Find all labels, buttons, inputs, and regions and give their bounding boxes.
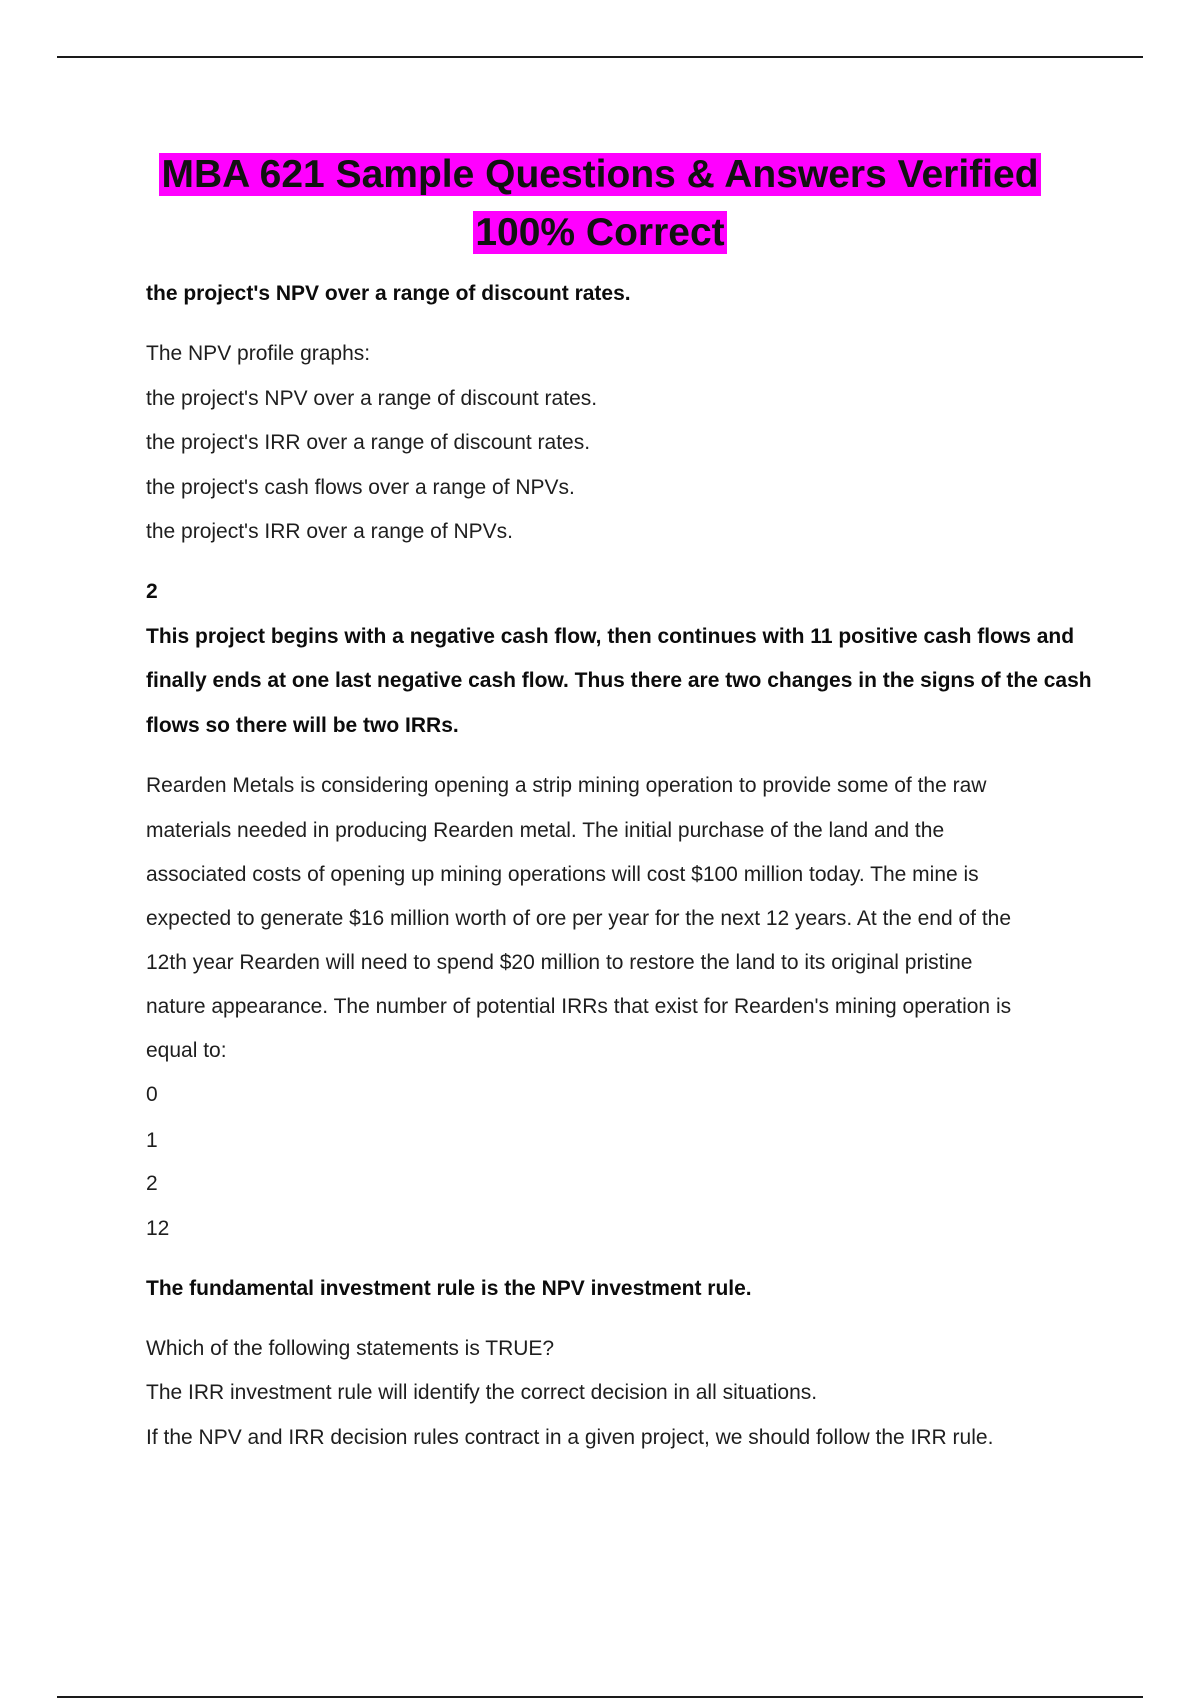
q1-option: the project's IRR over a range of NPVs. bbox=[146, 520, 514, 543]
q2-question-line: Rearden Metals is considering opening a strip mining operation to provide some of the raw bbox=[146, 774, 987, 797]
document-title bbox=[0, 146, 1200, 262]
q2-option: 2 bbox=[146, 1172, 158, 1195]
q2-option: 0 bbox=[146, 1083, 158, 1106]
q2-answer-line: This project begins with a negative cash flow, then continues with 11 positive cash flows and bbox=[146, 625, 1075, 648]
q1-option: the project's IRR over a range of discount rates. bbox=[146, 431, 591, 454]
q2-answer-line: finally ends at one last negative cash flow. Thus there are two changes in the signs of the cash bbox=[146, 669, 1092, 692]
q1-option: the project's NPV over a range of discount rates. bbox=[146, 387, 598, 410]
q2-option: 12 bbox=[146, 1217, 170, 1240]
q2-option: 1 bbox=[146, 1129, 158, 1152]
q3-option: The IRR investment rule will identify the correct decision in all situations. bbox=[146, 1381, 818, 1404]
title-line-2: 100% Correct bbox=[475, 211, 725, 254]
q1-question: The NPV profile graphs: bbox=[146, 342, 371, 365]
q2-question-line: expected to generate $16 million worth of ore per year for the next 12 years. At the end of the bbox=[146, 907, 1012, 930]
q2-question-line: equal to: bbox=[146, 1039, 227, 1062]
q1-answer: the project's NPV over a range of discount rates. bbox=[146, 282, 631, 305]
q2-answer-line: flows so there will be two IRRs. bbox=[146, 714, 459, 737]
q2-answer-number: 2 bbox=[146, 580, 158, 603]
q2-question-line: materials needed in producing Rearden metal. The initial purchase of the land and the bbox=[146, 819, 945, 842]
q2-question-line: associated costs of opening up mining operations will cost $100 million today. The mine is bbox=[146, 863, 979, 886]
q2-question-line: nature appearance. The number of potential IRRs that exist for Rearden's mining operation is bbox=[146, 995, 1012, 1018]
q3-answer: The fundamental investment rule is the NPV investment rule. bbox=[146, 1277, 752, 1300]
q1-option: the project's cash flows over a range of NPVs. bbox=[146, 476, 575, 499]
q3-option: If the NPV and IRR decision rules contract in a given project, we should follow the IRR rule. bbox=[146, 1426, 994, 1449]
bottom-rule bbox=[57, 1696, 1143, 1698]
q2-question-line: 12th year Rearden will need to spend $20 million to restore the land to its original pristine bbox=[146, 951, 973, 974]
q3-question: Which of the following statements is TRUE? bbox=[146, 1337, 555, 1360]
top-rule bbox=[57, 56, 1143, 58]
title-line-1: MBA 621 Sample Questions & Answers Verified bbox=[161, 153, 1039, 196]
